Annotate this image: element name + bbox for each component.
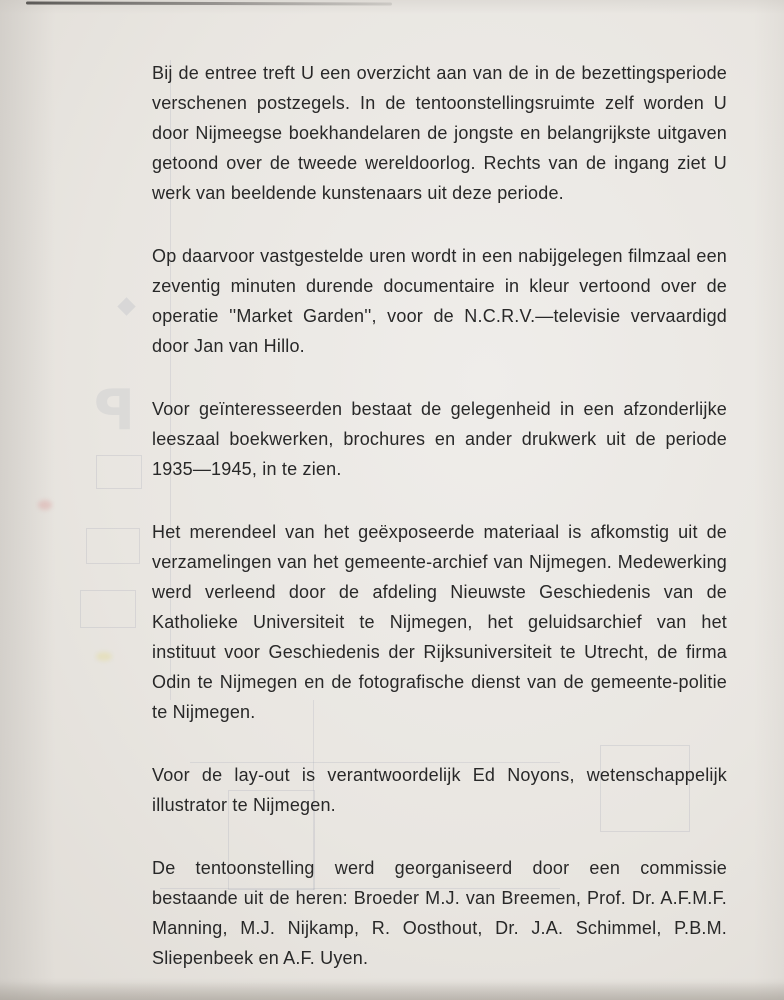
paragraph-leeszaal: Voor geïnteresseerden bestaat de gelegenheid in een afzonderlijke leeszaal boekwerken, brochures en ander drukwerk uit de periode 1935—1945, in te zien. — [152, 399, 727, 479]
body-text — [152, 58, 727, 973]
ghost-box-1 — [96, 455, 142, 489]
ghost-diamond-shape — [117, 297, 135, 315]
ghost-letter-p: P — [94, 378, 136, 443]
smudge-yellow — [96, 652, 112, 661]
ghost-box-2 — [86, 528, 140, 564]
scan-shadow-bottom — [0, 982, 784, 1000]
paragraph-commissie: De tentoonstelling werd georganiseerd door een commissie bestaande uit de heren: Broeder M.J. van Breemen, Prof. Dr. A.F.M.F. Manning, M.J. Nijkamp, R. Oosthout, Dr. J.A. Schimmel, P.B.M. Sliepenbeek en A.F. Uyen. — [152, 858, 727, 968]
paragraph-layout-credit: Voor de lay-out is verantwoordelijk Ed Noyons, wetenschappelijk illustrator te Nijmegen. — [152, 765, 727, 815]
ghost-box-3 — [80, 590, 136, 628]
paragraph-entree: Bij de entree treft U een overzicht aan van de in de bezettingsperiode verschenen postzegels. In de tentoonstellingsruimte zelf worden U door Nijmeegse boekhandelaren de jongste en belangrijkste uitgaven getoond over de tweede wereldoorlog. Rechts van de ingang ziet U werk van beeldende kunstenaars uit deze periode. — [152, 63, 727, 203]
scan-edge-artifact-top — [26, 2, 392, 6]
paragraph-film: Op daarvoor vastgestelde uren wordt in een nabijgelegen filmzaal een zeventig minuten durende documentaire in kleur vertoond over de operatie ''Market Garden'', voor de N.C.R.V.—televisie vervaardigd door Jan van Hillo. — [152, 246, 727, 356]
paragraph-herkomst-materiaal: Het merendeel van het geëxposeerde materiaal is afkomstig uit de verzamelingen van het gemeente-archief van Nijmegen. Medewerking werd verleend door de afdeling Nieuwste Geschiedenis van de Katholieke Universiteit te Nijmegen, het geluidsarchief van het instituut voor Geschiedenis der Rijksuniversiteit te Utrecht, de firma Odin te Nijmegen en de fotografische dienst van de gemeente-politie te Nijmegen. — [152, 522, 727, 722]
smudge-pink — [38, 500, 52, 510]
